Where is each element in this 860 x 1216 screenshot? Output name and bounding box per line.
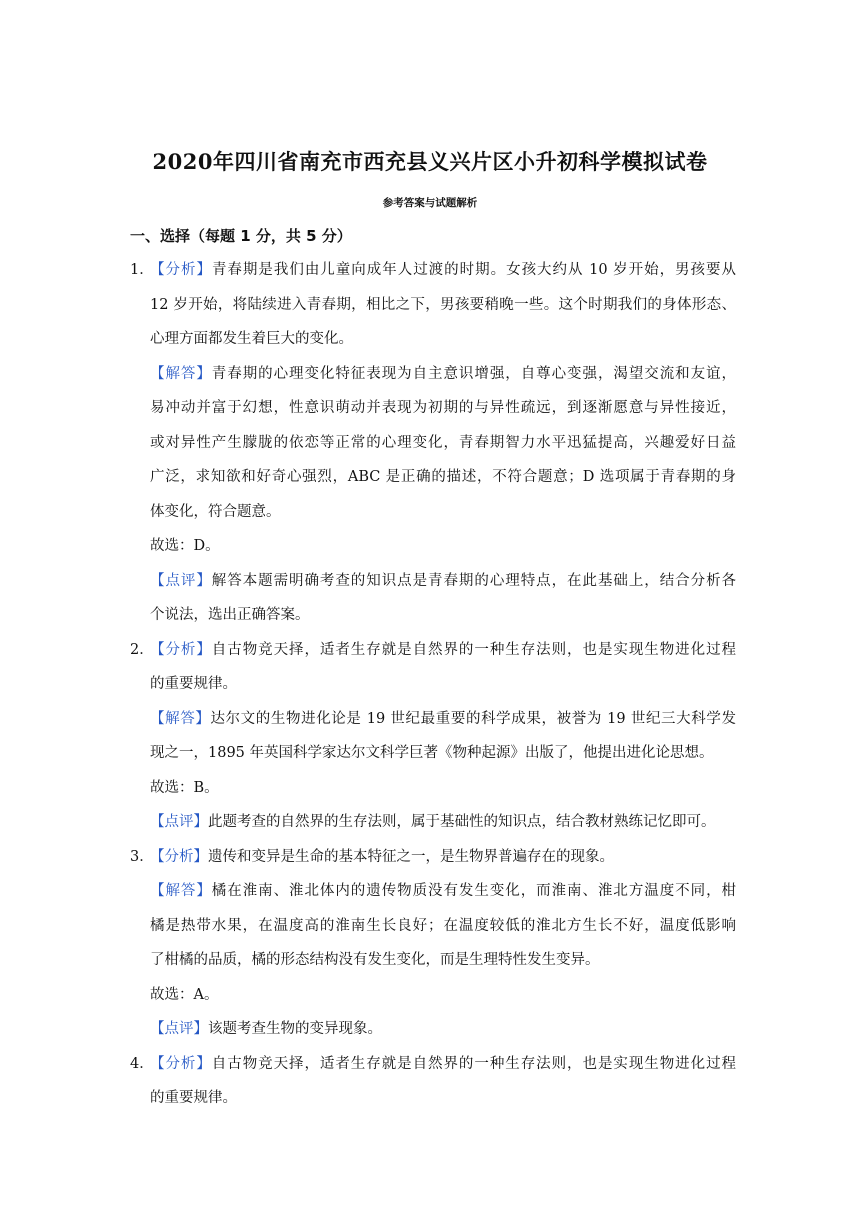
- answer-line: [150, 702, 736, 737]
- choice-text: 故选：D。: [150, 538, 220, 554]
- analysis-tag: 【分析】: [150, 641, 212, 658]
- answer-line: [150, 460, 736, 495]
- answer-text: 广泛，求知欲和好奇心强烈，ABC 是正确的描述，不符合题意；D 选项属于青春期的身: [150, 469, 736, 485]
- choice-block: [130, 978, 736, 1013]
- comment-block: [130, 1012, 736, 1047]
- answer-text: 橘是热带水果，在温度高的淮南生长良好；在温度较低的淮北方生长不好，温度低影响: [150, 917, 736, 934]
- comment-text: 此题考查的自然界的生存法则，属于基础性的知识点，结合教材熟练记忆即可。: [208, 814, 716, 830]
- analysis-content: [150, 253, 736, 357]
- answer-line: [150, 391, 736, 426]
- answer-line: [150, 909, 736, 944]
- question-number: 3．: [130, 848, 154, 865]
- analysis-line: [150, 253, 736, 288]
- question-item: [130, 253, 736, 633]
- number-spacer: [130, 1012, 150, 1047]
- analysis-block: [130, 1047, 736, 1116]
- number-spacer: [130, 702, 150, 771]
- analysis-content: [150, 840, 736, 875]
- questions-body: [130, 253, 736, 1116]
- answer-block: [130, 357, 736, 530]
- number-spacer: [130, 978, 150, 1013]
- analysis-tag: 【分析】: [150, 1055, 212, 1072]
- analysis-text: 的重要规律。: [150, 676, 237, 692]
- analysis-content: [150, 1047, 736, 1116]
- analysis-tag: 【分析】: [150, 848, 208, 865]
- number-spacer: [130, 529, 150, 564]
- answer-line: [150, 874, 736, 909]
- answer-content: [150, 702, 736, 771]
- comment-content: [150, 564, 736, 633]
- comment-line: [150, 564, 736, 599]
- comment-line: [150, 598, 736, 633]
- comment-text: 个说法，选出正确答案。: [150, 607, 310, 623]
- analysis-line: [150, 288, 736, 323]
- analysis-line: [150, 1081, 736, 1116]
- choice-block: [130, 529, 736, 564]
- answer-line: [150, 426, 736, 461]
- answer-tag: 【解答】: [150, 710, 211, 727]
- analysis-line: [150, 840, 736, 875]
- answer-line: [150, 736, 736, 771]
- analysis-block: [130, 633, 736, 702]
- answer-text: 体变化，符合题意。: [150, 503, 281, 520]
- analysis-text: 自古物竞天择，适者生存就是自然界的一种生存法则，也是实现生物进化过程: [211, 641, 737, 658]
- answer-line: [150, 357, 736, 392]
- answer-text: 了柑橘的品质，橘的形态结构没有发生变化，而是生理特性发生变异。: [150, 952, 600, 968]
- comment-text: 解答本题需明确考查的知识点是青春期的心理特点，在此基础上，结合分析各: [211, 572, 737, 589]
- comment-text: 该题考查生物的变异现象。: [208, 1021, 382, 1037]
- question-number: 2．: [130, 641, 154, 658]
- comment-line: [150, 1012, 736, 1047]
- question-item: [130, 1047, 736, 1116]
- answer-tag: 【解答】: [150, 883, 212, 899]
- number-spacer: [130, 874, 150, 978]
- page-subtitle: 参考答案与试题解析: [382, 197, 478, 209]
- analysis-line: [150, 322, 736, 357]
- answer-text: 现之一，1895 年英国科学家达尔文科学巨著《物种起源》出版了，他提出进化论思想。: [150, 745, 714, 761]
- analysis-block: [130, 840, 736, 875]
- comment-line: [150, 805, 736, 840]
- answer-content: [150, 874, 736, 978]
- comment-tag: 【点评】: [150, 572, 212, 589]
- comment-tag: 【点评】: [150, 814, 208, 830]
- answer-tag: 【解答】: [150, 365, 212, 382]
- answer-block: [130, 702, 736, 771]
- comment-tag: 【点评】: [150, 1021, 208, 1037]
- analysis-line: [150, 1047, 736, 1082]
- comment-block: [130, 564, 736, 633]
- number-spacer: [130, 357, 150, 530]
- answer-text: 青春期的心理变化特征表现为自主意识增强，自尊心变强，渴望交流和友谊，: [211, 365, 737, 382]
- question-item: [130, 633, 736, 840]
- answer-text: 橘在淮南、淮北体内的遗传物质没有发生变化，而淮南、淮北方温度不同，柑: [211, 883, 737, 899]
- comment-block: [130, 805, 736, 840]
- choice-block: [130, 771, 736, 806]
- answer-block: [130, 874, 736, 978]
- analysis-text: 青春期是我们由儿童向成年人过渡的时期。女孩大约从 10 岁开始，男孩要从: [211, 262, 737, 278]
- comment-content: [150, 805, 736, 840]
- number-spacer: [130, 805, 150, 840]
- answer-content: [150, 357, 736, 530]
- question-item: [130, 840, 736, 1047]
- choice-text: 故选：B。: [150, 779, 219, 796]
- analysis-text: 12 岁开始，将陆续进入青春期，相比之下，男孩要稍晚一些。这个时期我们的身体形态、: [150, 296, 736, 313]
- page-title: 2020年四川省南充市西充县义兴片区小升初科学模拟试卷: [152, 149, 708, 174]
- question-number: 4．: [130, 1055, 154, 1072]
- choice-text: 故选：A。: [150, 986, 219, 1003]
- answer-text: 达尔文的生物进化论是 19 世纪最重要的科学成果，被誉为 19 世纪三大科学发: [210, 710, 736, 727]
- analysis-line: [150, 633, 736, 668]
- answer-line: [150, 943, 736, 978]
- number-spacer: [130, 564, 150, 633]
- question-number: 1．: [130, 262, 154, 278]
- analysis-block: [130, 253, 736, 357]
- number-spacer: [130, 771, 150, 806]
- analysis-text: 遗传和变异是生命的基本特征之一，是生物界普遍存在的现象。: [208, 848, 614, 865]
- analysis-text: 的重要规律。: [150, 1090, 237, 1106]
- analysis-tag: 【分析】: [150, 262, 212, 278]
- analysis-line: [150, 667, 736, 702]
- section-heading: 一、选择（每题 1 分，共 5 分）: [130, 227, 352, 245]
- analysis-text: 自古物竞天择，适者生存就是自然界的一种生存法则，也是实现生物进化过程: [211, 1055, 737, 1072]
- comment-content: [150, 1012, 736, 1047]
- answer-text: 或对异性产生朦胧的依恋等正常的心理变化，青春期智力水平迅猛提高，兴趣爱好日益: [150, 434, 736, 451]
- analysis-content: [150, 633, 736, 702]
- analysis-text: 心理方面都发生着巨大的变化。: [150, 331, 353, 347]
- answer-text: 易冲动并富于幻想，性意识萌动并表现为初期的与异性疏远，到逐渐愿意与异性接近，: [150, 400, 736, 416]
- answer-line: [150, 495, 736, 530]
